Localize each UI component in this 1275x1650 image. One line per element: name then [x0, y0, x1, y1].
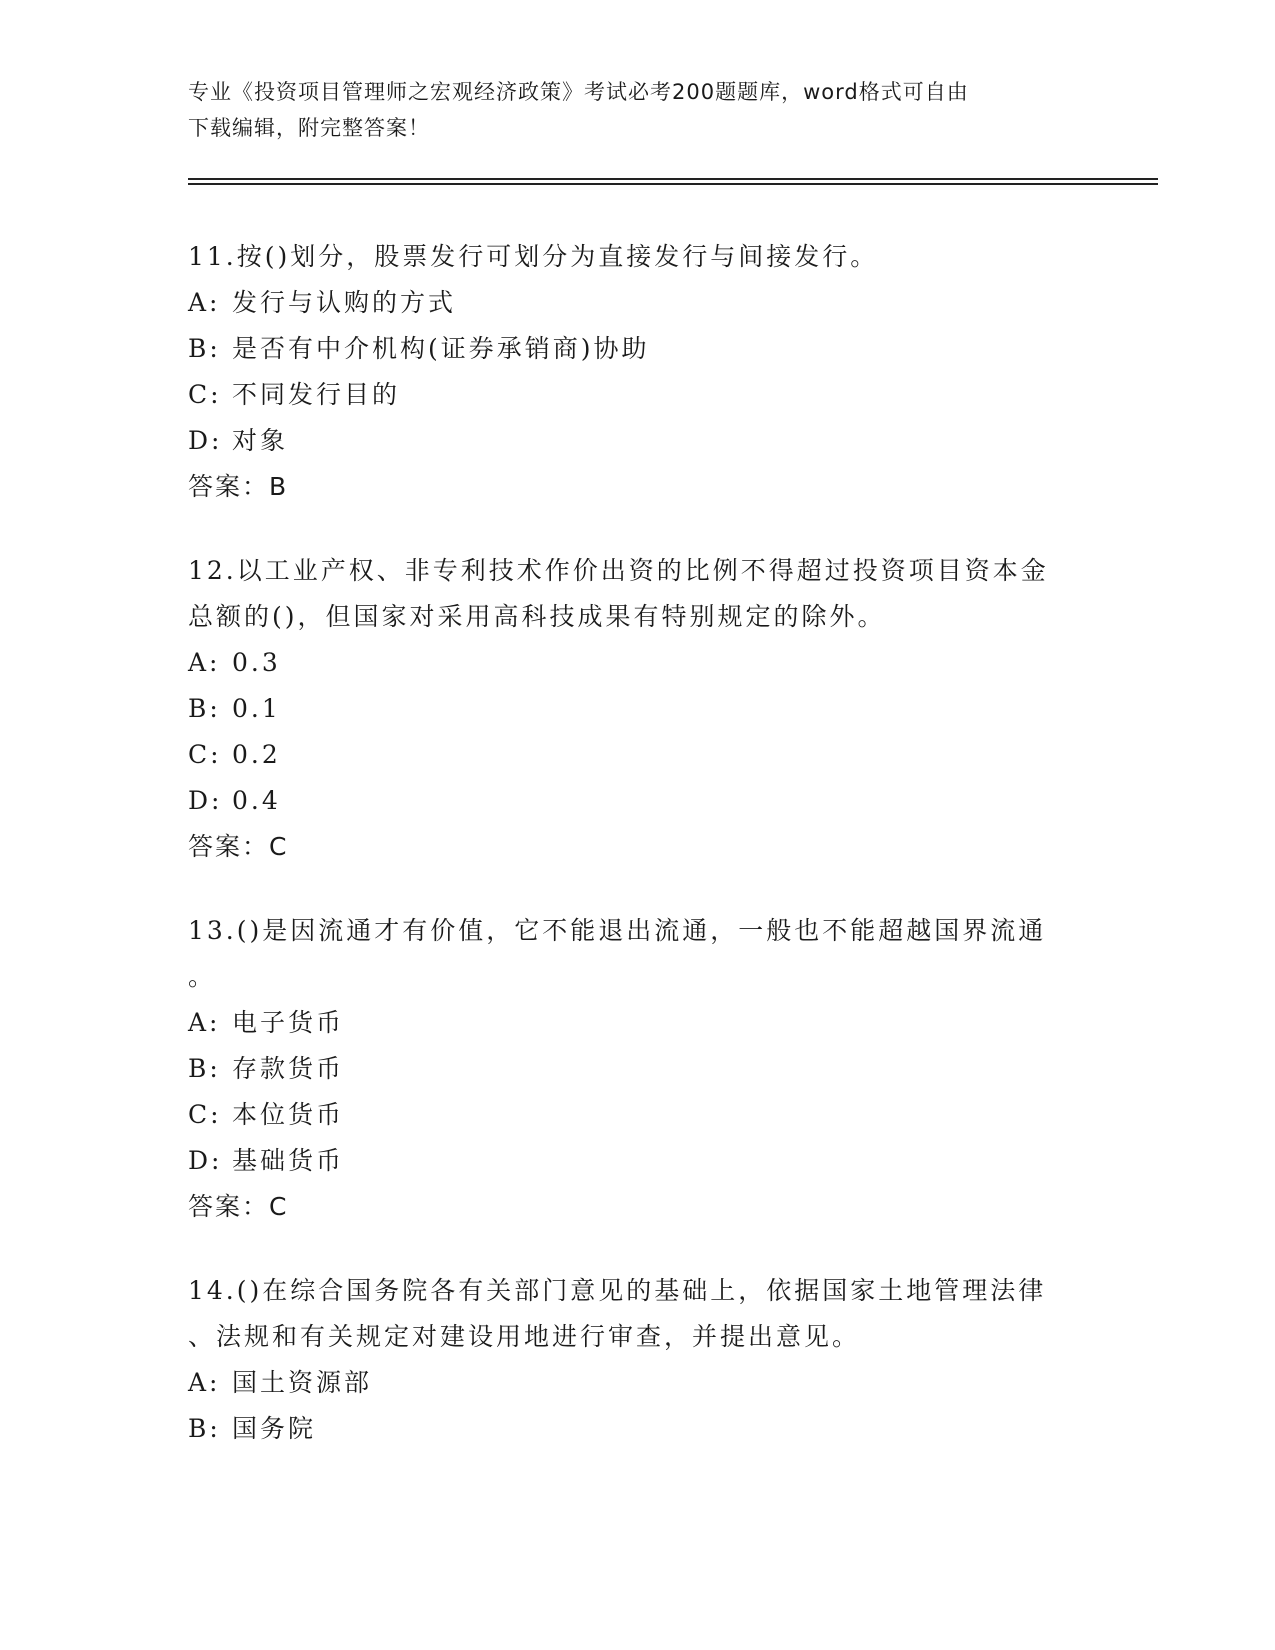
option-c [188, 732, 1088, 778]
option-a [188, 1000, 1088, 1046]
option-text: 0.3 [232, 648, 281, 677]
question-stem: 、法规和有关规定对建设用地进行审查，并提出意见。 [188, 1322, 861, 1351]
option-text: 国务院 [232, 1414, 317, 1443]
option-a [188, 640, 1088, 686]
question-13 [188, 908, 1088, 1230]
question-stem: 。 [188, 962, 217, 991]
option-d [188, 1138, 1088, 1184]
option-c [188, 1092, 1088, 1138]
option-d [188, 418, 1088, 464]
option-a [188, 1360, 1088, 1406]
question-12 [188, 548, 1088, 870]
option-d [188, 778, 1088, 824]
option-b [188, 326, 1088, 372]
question-stem: 14.()在综合国务院各有关部门意见的基础上，依据国家土地管理法律 [188, 1276, 1047, 1305]
option-letter: D: [188, 786, 223, 815]
option-letter: B: [188, 1414, 221, 1443]
question-stem: 13.()是因流通才有价值，它不能退出流通，一般也不能超越国界流通 [188, 916, 1047, 945]
header-line-1: 专业《投资项目管理师之宏观经济政策》考试必考200题题库，word格式可自由 [188, 80, 969, 104]
option-text: 0.2 [232, 740, 281, 769]
option-text: 不同发行目的 [232, 380, 401, 409]
answer-line: 答案：C [188, 832, 289, 861]
question-list [188, 234, 1088, 1490]
option-text: 是否有中介机构(证券承销商)协助 [232, 334, 650, 363]
option-text: 基础货币 [232, 1146, 345, 1175]
answer-line: 答案：C [188, 1192, 289, 1221]
option-b [188, 1406, 1088, 1452]
option-letter: D: [188, 1146, 223, 1175]
question-14 [188, 1268, 1088, 1452]
option-text: 电子货币 [232, 1008, 345, 1037]
question-stem: 12.以工业产权、非专利技术作价出资的比例不得超过投资项目资本金 [188, 556, 1049, 585]
question-stem: 11.按()划分，股票发行可划分为直接发行与间接发行。 [188, 242, 879, 271]
answer-line: 答案：B [188, 472, 289, 501]
option-b [188, 686, 1088, 732]
option-c [188, 372, 1088, 418]
option-letter: D: [188, 426, 223, 455]
option-text: 发行与认购的方式 [232, 288, 457, 317]
option-letter: A: [188, 1368, 221, 1397]
option-a [188, 280, 1088, 326]
option-text: 存款货币 [232, 1054, 345, 1083]
option-letter: B: [188, 334, 221, 363]
header-divider-bottom [188, 183, 1158, 185]
option-letter: B: [188, 694, 221, 723]
option-letter: B: [188, 1054, 221, 1083]
option-letter: C: [188, 740, 222, 769]
question-stem: 总额的()，但国家对采用高科技成果有特别规定的除外。 [188, 602, 886, 631]
option-b [188, 1046, 1088, 1092]
option-letter: A: [188, 288, 221, 317]
option-text: 0.4 [232, 786, 281, 815]
option-letter: C: [188, 1100, 222, 1129]
option-text: 国土资源部 [232, 1368, 373, 1397]
option-text: 对象 [232, 426, 289, 455]
option-text: 本位货币 [232, 1100, 345, 1129]
document-header [188, 74, 1088, 146]
option-letter: A: [188, 648, 221, 677]
header-line-2: 下载编辑，附完整答案！ [188, 116, 430, 140]
option-letter: C: [188, 380, 222, 409]
option-letter: A: [188, 1008, 221, 1037]
option-text: 0.1 [232, 694, 281, 723]
header-divider-top [188, 178, 1158, 180]
question-11 [188, 234, 1088, 510]
